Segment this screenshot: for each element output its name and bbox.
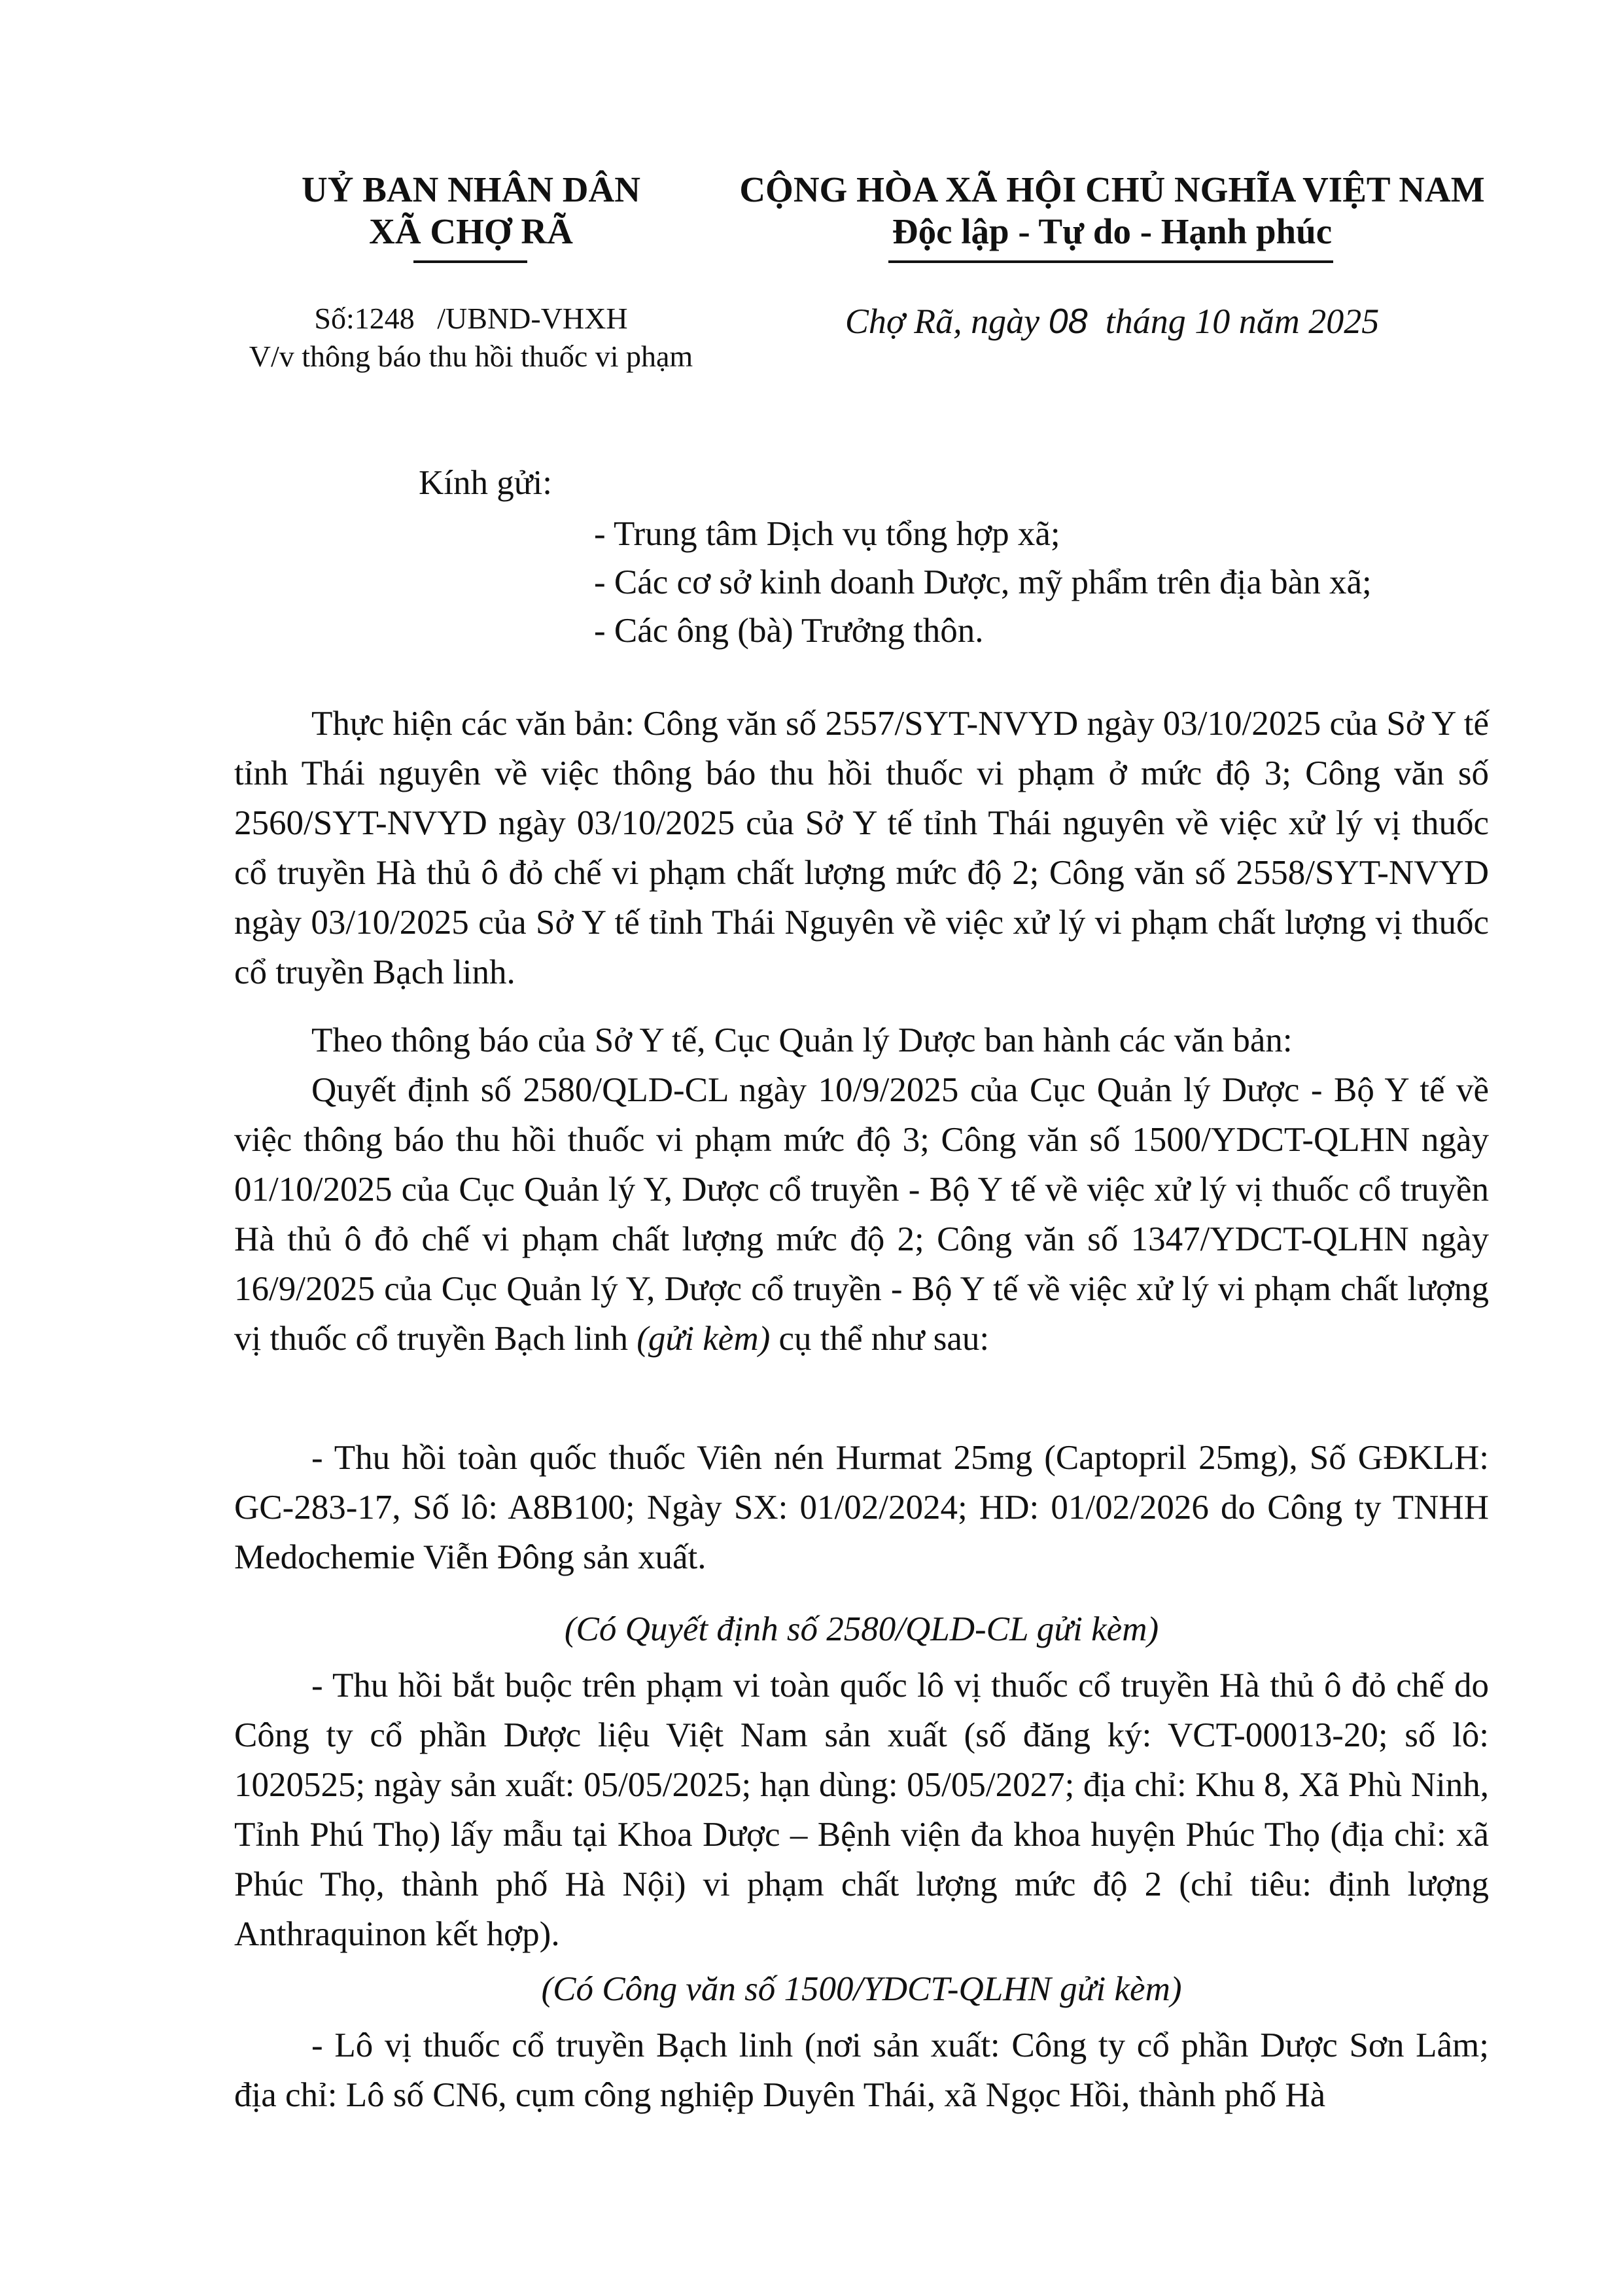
paragraph-notice-intro: Theo thông báo của Sở Y tế, Cục Quản lý Dược ban hành các văn bản: bbox=[311, 1021, 1293, 1059]
attachment-note-2580: (Có Quyết định số 2580/QLD-CL gửi kèm) bbox=[564, 1610, 1159, 1648]
document-number: Số:1248 /UBND-VHXH bbox=[314, 302, 628, 335]
recipient-item: - Các ông (bà) Trưởng thôn. bbox=[594, 612, 984, 650]
issue-date bbox=[726, 301, 1498, 342]
paragraph-bach-linh: - Lô vị thuốc cổ truyền Bạch linh (nơi sản xuất: Công ty cổ phần Dược Sơn Lâm; địa chỉ: Lô số CN6, cụm công nghiệp Duyên Thái, xã Ngọc Hồi, thành phố Hà bbox=[234, 2026, 1489, 2114]
document-number-block bbox=[216, 300, 726, 376]
paragraph-recall-hurmat: - Thu hồi toàn quốc thuốc Viên nén Hurmat 25mg (Captopril 25mg), Số GĐKLH: GC-283-17, Số lô: A8B100; Ngày SX: 01/02/2024; HD: 01/02/2026 do Công ty TNHH Medochemie Viễn Đông sản xuất. bbox=[234, 1439, 1489, 1576]
authority-underline bbox=[413, 260, 527, 263]
issuing-authority-line2: XÃ CHỢ RÃ bbox=[369, 211, 573, 251]
issuing-authority bbox=[216, 169, 726, 253]
documents-attached-note: (gửi kèm) bbox=[637, 1320, 771, 1358]
recipient-item: - Trung tâm Dịch vụ tổng hợp xã; bbox=[594, 515, 1060, 553]
national-title bbox=[726, 169, 1498, 253]
paragraph-recall-ha-thu-o: - Thu hồi bắt buộc trên phạm vi toàn quốc lô vị thuốc cổ truyền Hà thủ ô đỏ chế do Công ty cổ phần Dược liệu Việt Nam sản xuất (số đăng ký: VCT-00013-20; số lô: 1020525; ngày sản xuất: 05/05/2025; hạn dùng: 05/05/2027; địa chỉ: Khu 8, Xã Phù Ninh, Tỉnh Phú Thọ) lấy mẫu tại Khoa Dược – Bệnh viện đa khoa huyện Phúc Thọ (địa chỉ: xã Phúc Thọ, thành phố Hà Nội) vi phạm chất lượng mức độ 2 (chỉ tiêu: định lượng Anthraquinon kết hợp). bbox=[234, 1667, 1489, 1953]
recipients-label: Kính gửi: bbox=[419, 464, 552, 502]
national-title-line1: CỘNG HÒA XÃ HỘI CHỦ NGHĨA VIỆT NAM bbox=[739, 169, 1485, 209]
date-day: 08 bbox=[1048, 302, 1088, 341]
date-suffix: tháng 10 năm 2025 bbox=[1087, 302, 1380, 341]
attachment-note-1500: (Có Công văn số 1500/YDCT-QLHN gửi kèm) bbox=[541, 1970, 1182, 2008]
recipient-item: - Các cơ sở kinh doanh Dược, mỹ phẩm trên địa bàn xã; bbox=[594, 563, 1372, 601]
national-motto: Độc lập - Tự do - Hạnh phúc bbox=[892, 211, 1333, 251]
document-subject: V/v thông báo thu hồi thuốc vi phạm bbox=[249, 340, 693, 373]
issuing-authority-line1: UỶ BAN NHÂN DÂN bbox=[302, 169, 640, 209]
documents-text: Quyết định số 2580/QLD-CL ngày 10/9/2025 của Cục Quản lý Dược - Bộ Y tế về việc thông báo thu hồi thuốc vi phạm mức độ 3; Công văn số 1500/YDCT-QLHN ngày 01/10/2025 của Cục Quản lý Y, Dược cổ truyền - Bộ Y tế về việc xử lý vị thuốc cổ truyền Hà thủ ô đỏ chế vi phạm chất lượng mức độ 2; Công văn số 1347/YDCT-QLHN ngày 16/9/2025 của Cục Quản lý Y, Dược cổ truyền - Bộ Y tế về việc xử lý vi phạm chất lượng vị thuốc cổ truyền Bạch linh bbox=[234, 1071, 1489, 1358]
motto-underline bbox=[888, 260, 1333, 263]
date-prefix: Chợ Rã, ngày bbox=[845, 302, 1049, 341]
documents-text-end: cụ thể như sau: bbox=[770, 1320, 990, 1358]
paragraph-implementation: Thực hiện các văn bản: Công văn số 2557/SYT-NVYD ngày 03/10/2025 của Sở Y tế tỉnh Thái nguyên về việc thông báo thu hồi thuốc vi phạm ở mức độ 3; Công văn số 2560/SYT-NVYD ngày 03/10/2025 của Sở Y tế tỉnh Thái nguyên về việc xử lý vị thuốc cổ truyền Hà thủ ô đỏ chế vi phạm chất lượng mức độ 2; Công văn số 2558/SYT-NVYD ngày 03/10/2025 của Sở Y tế tỉnh Thái Nguyên về việc xử lý vi phạm chất lượng vị thuốc cổ truyền Bạch linh. bbox=[234, 705, 1489, 991]
paragraph-documents bbox=[234, 1065, 1489, 1364]
